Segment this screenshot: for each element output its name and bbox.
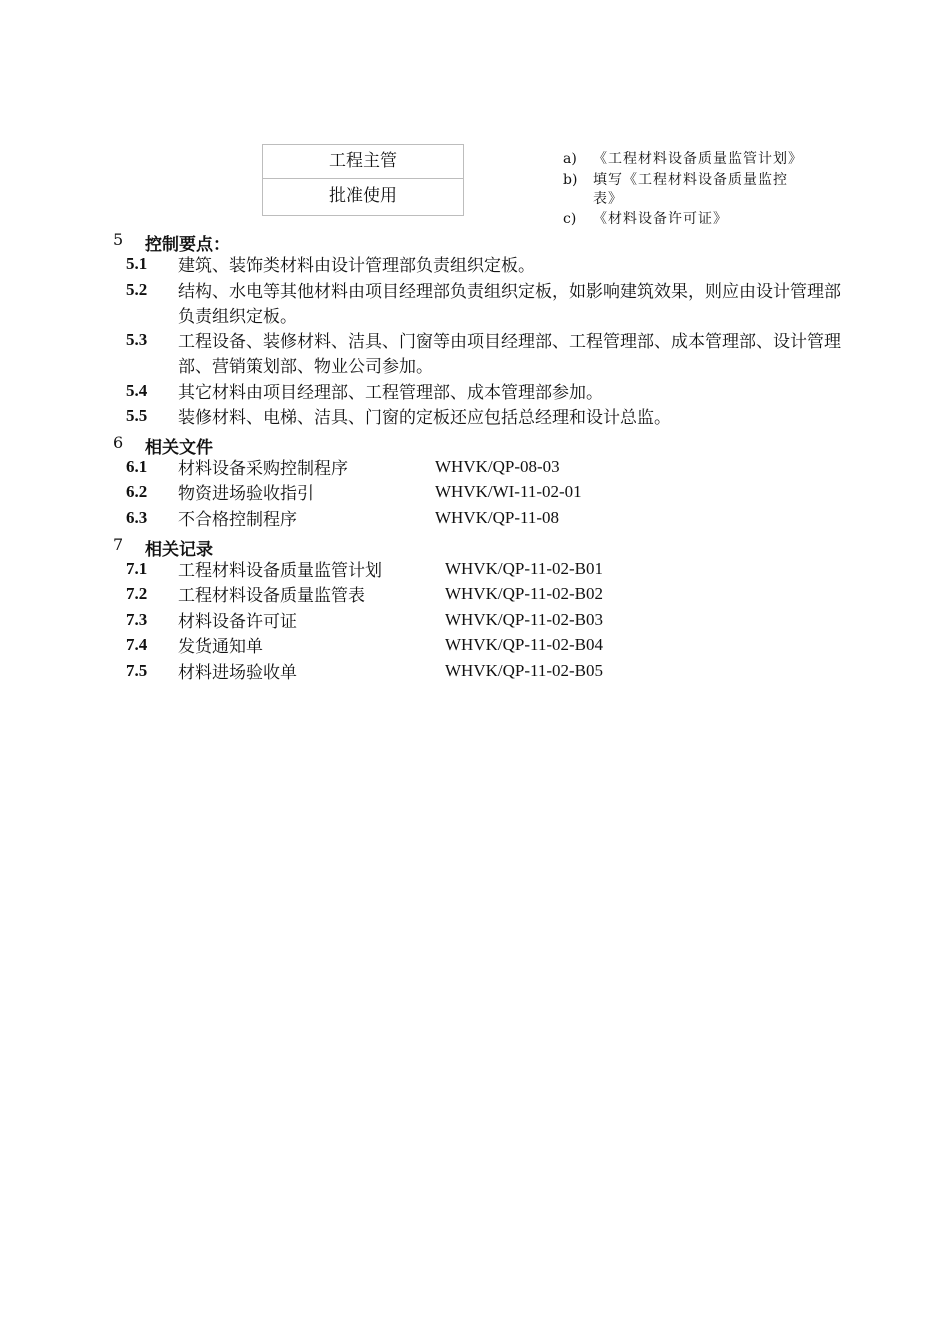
flowchart-box xyxy=(262,144,464,216)
flow-role: 工程主管 xyxy=(263,145,463,179)
flow-action: 批准使用 xyxy=(329,186,397,206)
